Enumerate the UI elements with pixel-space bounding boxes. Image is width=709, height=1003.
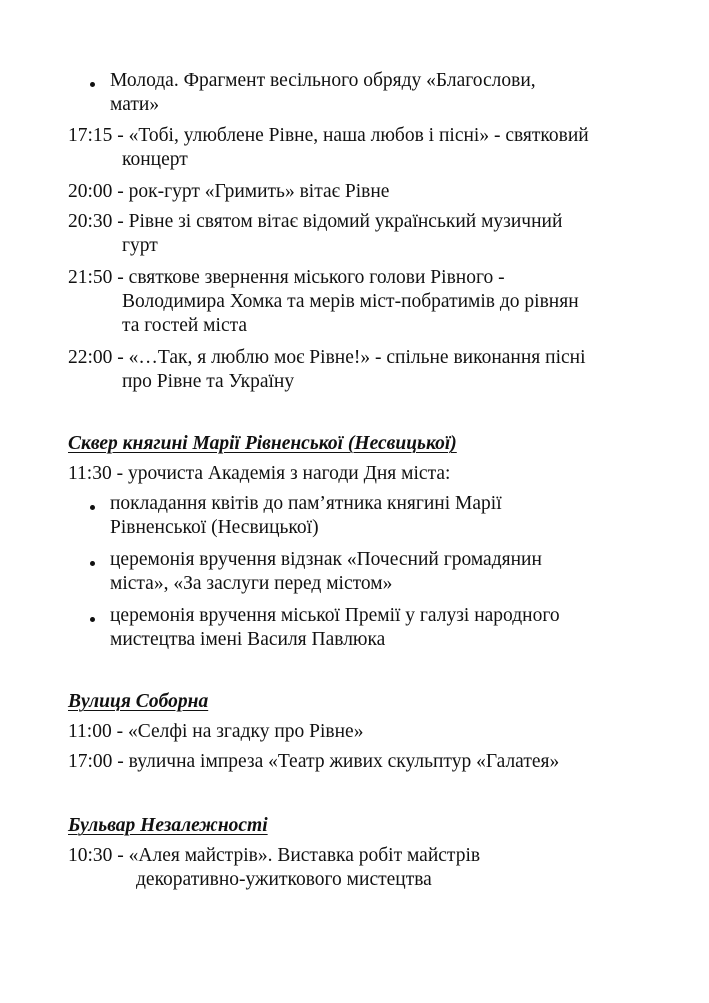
- schedule-event: [68, 346, 586, 370]
- schedule-event: [68, 844, 480, 868]
- schedule-event: [68, 720, 363, 744]
- list-item-line: мистецтва імені Василя Павлюка: [110, 629, 386, 650]
- event-text: - вулична імпреза «Театр живих скульптур «Галатея»: [112, 751, 560, 772]
- event-text-continuation: гурт: [122, 235, 158, 256]
- list-item-line: міста», «За заслуги перед містом»: [110, 573, 393, 594]
- event-text: - «Алея майстрів». Виставка робіт майстрів: [112, 845, 481, 866]
- list-item-line: церемонія вручення міської Премії у галузі народного: [110, 605, 560, 626]
- event-time: 20:00: [68, 181, 113, 202]
- schedule-event: [68, 750, 559, 774]
- event-text: - «Селфі на згадку про Рівне»: [111, 721, 364, 742]
- section-heading-square: Сквер княгині Марії Рівненської (Несвицької): [68, 433, 457, 454]
- list-item-line: Рівненської (Несвицької): [110, 517, 319, 538]
- event-text-continuation: декоративно-ужиткового мистецтва: [136, 869, 432, 890]
- event-text: - «Тобі, улюблене Рівне, наша любов і пісні» - святковий: [112, 125, 589, 146]
- event-time: 21:50: [68, 267, 113, 288]
- event-text-continuation: та гостей міста: [122, 315, 248, 336]
- section-heading-sobornа: Вулиця Соборна: [68, 691, 209, 712]
- schedule-event: [68, 210, 562, 234]
- list-item-line: мати»: [110, 94, 160, 115]
- schedule-event: [68, 266, 505, 290]
- list-item-line: покладання квітів до пам’ятника княгині Марії: [110, 493, 502, 514]
- event-time: 17:00: [68, 751, 113, 772]
- list-bullet: [90, 82, 95, 87]
- event-text-continuation: Володимира Хомка та мерів міст-побратимів до рівнян: [122, 291, 579, 312]
- event-time: 11:30: [68, 463, 112, 484]
- event-text: - «…Так, я люблю моє Рівне!» - спільне виконання пісні: [112, 347, 586, 368]
- event-text: - рок-гурт «Гримить» вітає Рівне: [112, 181, 390, 202]
- section-heading-boulevard: Бульвар Незалежності: [68, 815, 268, 836]
- event-time: 11:00: [68, 721, 112, 742]
- event-time: 10:30: [68, 845, 113, 866]
- schedule-event: [68, 124, 589, 148]
- event-text-continuation: про Рівне та Україну: [122, 371, 295, 392]
- list-bullet: [90, 617, 95, 622]
- event-time: 17:15: [68, 125, 113, 146]
- list-item-line: церемонія вручення відзнак «Почесний громадянин: [110, 549, 542, 570]
- schedule-event: [68, 462, 450, 486]
- list-bullet: [90, 561, 95, 566]
- list-item-line: Молода. Фрагмент весільного обряду «Благослови,: [110, 70, 536, 91]
- event-text: - Рівне зі святом вітає відомий український музичний: [112, 211, 563, 232]
- list-bullet: [90, 505, 95, 510]
- schedule-event: [68, 180, 389, 204]
- event-text: - святкове звернення міського голови Рівного -: [112, 267, 505, 288]
- event-time: 20:30: [68, 211, 113, 232]
- event-text-continuation: концерт: [122, 149, 188, 170]
- event-time: 22:00: [68, 347, 113, 368]
- event-text: - урочиста Академія з нагоди Дня міста:: [111, 463, 451, 484]
